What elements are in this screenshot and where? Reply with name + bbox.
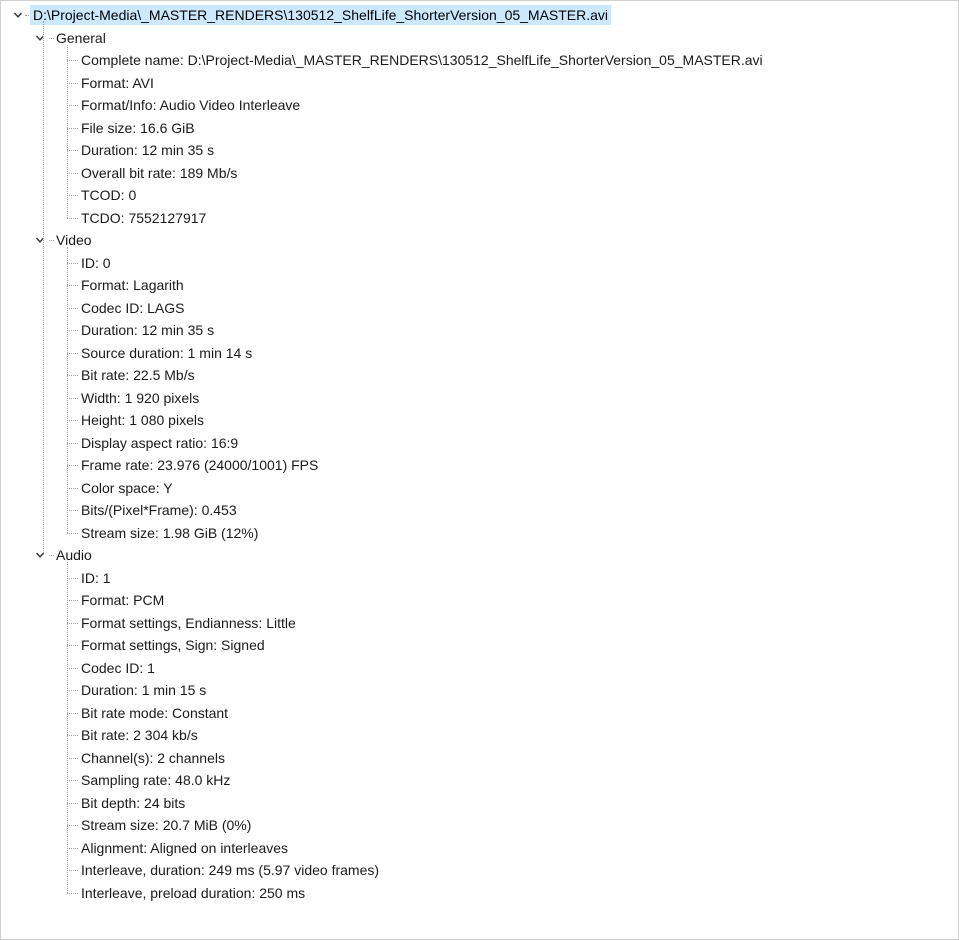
tree-guide-vertical (67, 562, 68, 893)
tree-item-label: Height: 1 080 pixels (81, 412, 204, 428)
tree-guide-horizontal (67, 105, 78, 106)
tree-guide-horizontal (67, 780, 78, 781)
tree-item-label: Duration: 12 min 35 s (81, 142, 215, 158)
tree-guide-horizontal (67, 578, 78, 579)
tree-guide-horizontal (67, 848, 78, 849)
tree-guide-horizontal (67, 668, 78, 669)
tree-guide-horizontal (67, 825, 78, 826)
tree-item-label: Stream size: 20.7 MiB (0%) (81, 817, 252, 833)
tree-guide-horizontal (67, 893, 78, 894)
tree-guide-horizontal (67, 398, 78, 399)
tree-guide-horizontal (67, 353, 78, 354)
tree-guide-horizontal (67, 443, 78, 444)
tree-guide-vertical (43, 21, 44, 555)
tree-item-label: Interleave, duration: 249 ms (5.97 video frames) (81, 862, 380, 878)
tree-item-label: Codec ID: LAGS (81, 299, 185, 316)
tree-item-label: Format: Lagarith (81, 277, 184, 293)
tree-item-label: File size: 16.6 GiB (81, 119, 195, 136)
tree-guide-horizontal (67, 623, 78, 624)
tree-guide-horizontal (67, 510, 78, 511)
tree-item-label: Codec ID: 1 (81, 659, 155, 676)
tree-guide-horizontal (67, 330, 78, 331)
tree-guide-horizontal (25, 15, 29, 16)
tree-item-label: Format: PCM (81, 592, 165, 608)
tree-guide-horizontal (67, 600, 78, 601)
section-label: Audio (56, 547, 92, 563)
tree-item-label: Bit rate: 2 304 kb/s (81, 727, 198, 743)
tree-item-label: Duration: 12 min 35 s (81, 322, 215, 338)
tree-item-label: Interleave, preload duration: 250 ms (81, 884, 306, 901)
tree-guide-vertical (67, 247, 68, 533)
section-label: General (56, 29, 106, 46)
tree-guide-horizontal (67, 645, 78, 646)
tree-guide-horizontal (67, 195, 78, 196)
tree-guide-horizontal (67, 488, 78, 489)
tree-guide-horizontal (67, 83, 78, 84)
tree-item-label: Alignment: Aligned on interleaves (81, 839, 289, 856)
tree-guide-vertical (67, 45, 68, 218)
tree-item-label: Complete name: D:\Project-Media\_MASTER_RENDERS\130512_ShelfLife_ShorterVersion_05_MASTER.avi (81, 52, 763, 68)
tree-item-label: Bit depth: 24 bits (81, 794, 186, 811)
tree-guide-horizontal (67, 713, 78, 714)
tree-guide-horizontal (67, 128, 78, 129)
tree-item-label: ID: 1 (81, 569, 111, 586)
tree-item-label: Overall bit rate: 189 Mb/s (81, 164, 238, 181)
chevron-down-icon[interactable] (33, 31, 47, 45)
tree-item-label: TCOD: 0 (81, 187, 137, 203)
tree-guide-horizontal (67, 690, 78, 691)
tree-root-label: D:\Project-Media\_MASTER_RENDERS\130512_ShelfLife_ShorterVersion_05_MASTER.avi (30, 5, 611, 25)
tree-guide-horizontal (67, 420, 78, 421)
tree-item-label: Format settings, Sign: Signed (81, 637, 265, 653)
tree-item-label: TCDO: 7552127917 (81, 209, 207, 226)
tree-item-label: Format settings, Endianness: Little (81, 614, 296, 631)
tree-guide-horizontal (49, 555, 54, 556)
tree-item-label: Frame rate: 23.976 (24000/1001) FPS (81, 457, 319, 473)
tree-guide-horizontal (67, 308, 78, 309)
tree-guide-horizontal (67, 150, 78, 151)
tree-guide-horizontal (67, 870, 78, 871)
tree-guide-horizontal (67, 375, 78, 376)
tree-guide-horizontal (67, 173, 78, 174)
tree-guide-horizontal (67, 735, 78, 736)
tree-item-label: Stream size: 1.98 GiB (12%) (81, 524, 259, 541)
tree-guide-horizontal (67, 533, 78, 534)
tree-guide-horizontal (67, 803, 78, 804)
tree-guide-horizontal (67, 465, 78, 466)
tree-guide-horizontal (67, 285, 78, 286)
tree-guide-horizontal (67, 60, 78, 61)
tree-guide-horizontal (67, 758, 78, 759)
chevron-down-icon[interactable] (11, 8, 25, 22)
tree-item-label: ID: 0 (81, 254, 111, 271)
tree-item-label: Color space: Y (81, 479, 173, 496)
chevron-down-icon[interactable] (33, 548, 47, 562)
tree-item-label: Source duration: 1 min 14 s (81, 344, 253, 361)
tree-item-label: Channel(s): 2 channels (81, 749, 225, 766)
tree-item-label: Width: 1 920 pixels (81, 389, 200, 406)
tree-item-label: Format/Info: Audio Video Interleave (81, 97, 301, 113)
tree-guide-horizontal (67, 218, 78, 219)
tree-guide-horizontal (67, 263, 78, 264)
tree-guide-horizontal (49, 38, 54, 39)
tree-item-label: Format: AVI (81, 74, 154, 91)
tree-item-label: Display aspect ratio: 16:9 (81, 434, 239, 451)
chevron-down-icon[interactable] (33, 233, 47, 247)
tree-guide-horizontal (49, 240, 54, 241)
tree-item-label: Bit rate mode: Constant (81, 704, 229, 721)
tree-item-label: Sampling rate: 48.0 kHz (81, 772, 231, 788)
tree-item-label: Bits/(Pixel*Frame): 0.453 (81, 502, 237, 518)
tree-item-label: Bit rate: 22.5 Mb/s (81, 367, 195, 383)
section-label: Video (56, 232, 92, 248)
tree-item-label: Duration: 1 min 15 s (81, 682, 207, 698)
